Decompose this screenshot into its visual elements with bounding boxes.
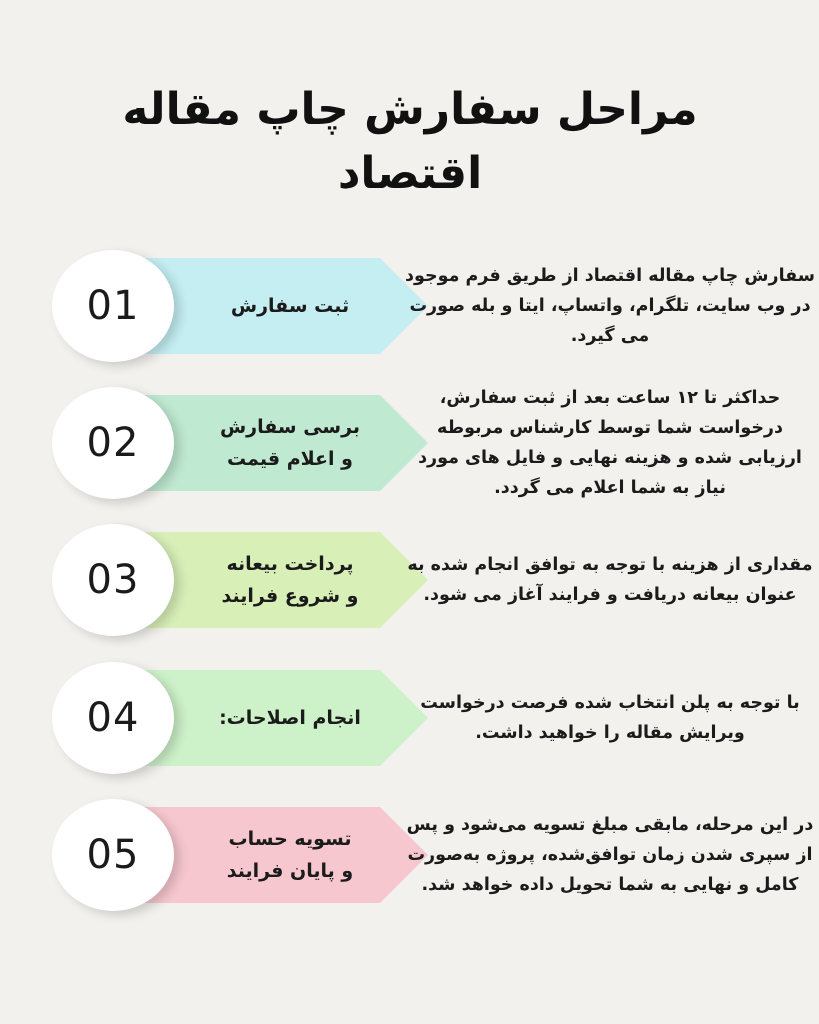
- step-3-number: 03: [52, 524, 174, 636]
- step-1-number: 01: [52, 250, 174, 362]
- step-4: [0, 658, 819, 778]
- step-4-number: 04: [52, 662, 174, 774]
- step-4-label: انجام اصلاحات:: [219, 707, 361, 729]
- page-title: مراحل سفارش چاپ مقاله اقتصاد: [122, 84, 698, 199]
- step-2-label: برسی سفارش و اعلام قیمت: [219, 416, 361, 470]
- step-3-label: پرداخت بیعانه و شروع فرایند: [221, 553, 359, 607]
- step-5-description: در این مرحله، مابقی مبلغ تسویه می‌شود و پس از سپری شدن زمان توافق‌شده، پروژه به‌صورت کامل و نهایی به شما تحویل داده خواهد شد.: [406, 815, 814, 895]
- step-5-number: 05: [52, 799, 174, 911]
- step-5: [0, 795, 819, 915]
- step-4-description: با توجه به پلن انتخاب شده فرصت درخواست ویرایش مقاله را خواهید داشت.: [420, 693, 800, 743]
- step-5-label: تسویه حساب و پایان فرایند: [226, 828, 354, 882]
- step-1-description: سفارش چاپ مقاله اقتصاد از طریق فرم موجود در وب سایت، تلگرام، واتساپ، ایتا و بله صورت می گیرد.: [405, 266, 815, 346]
- step-3: [0, 520, 819, 640]
- step-2: [0, 383, 819, 503]
- step-1-label: ثبت سفارش: [230, 295, 350, 317]
- step-3-description: مقداری از هزینه با توجه به توافق انجام شده به عنوان بیعانه دریافت و فرایند آغاز می شود.: [407, 555, 813, 605]
- step-2-description: حداکثر تا ۱۲ ساعت بعد از ثبت سفارش، درخواست شما توسط کارشناس مربوطه ارزیابی شده و هزینه نهایی و فایل های مورد نیاز به شما اعلام می گردد.: [418, 388, 802, 498]
- step-2-number: 02: [52, 387, 174, 499]
- step-1: [0, 246, 819, 366]
